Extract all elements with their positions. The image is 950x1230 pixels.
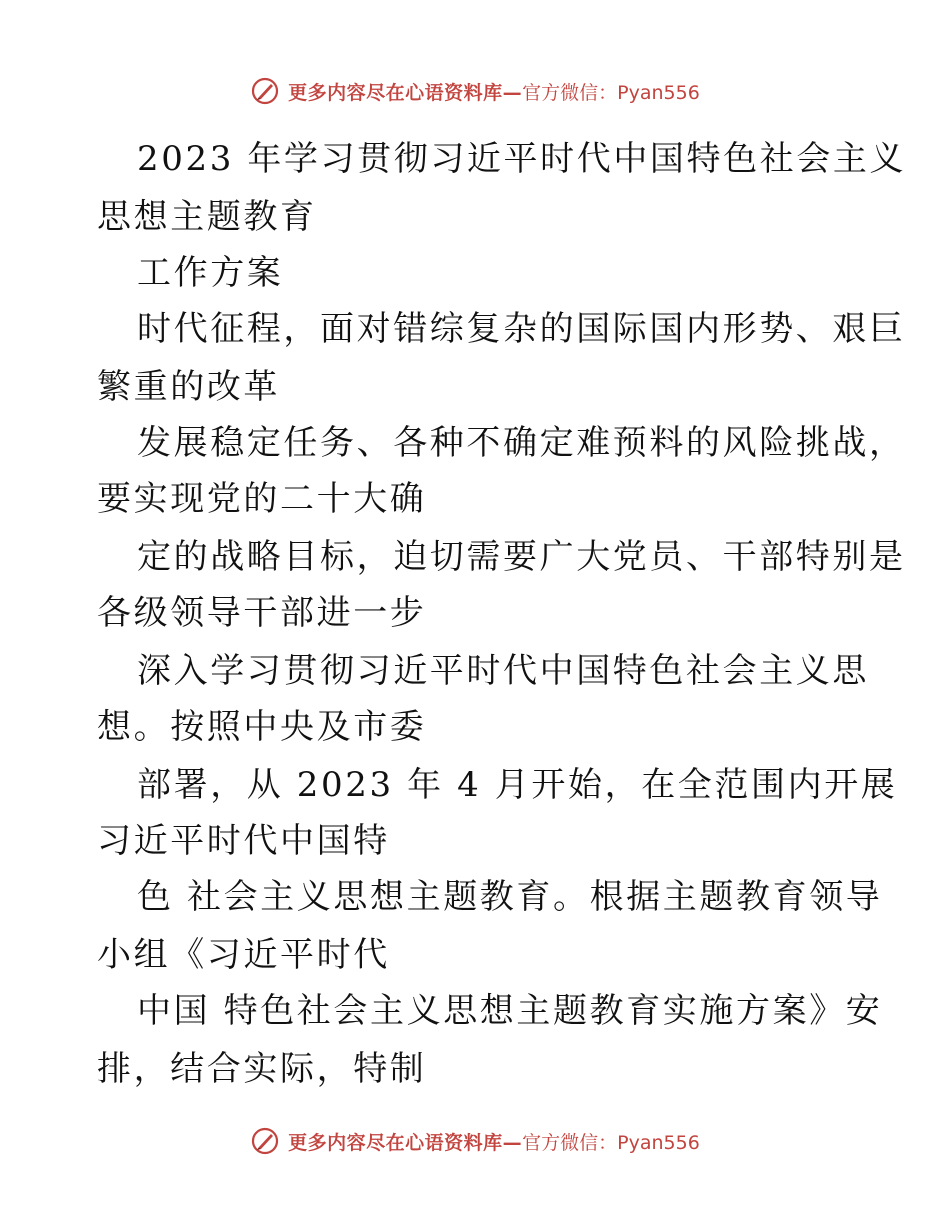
quill-pen-icon <box>250 1126 280 1156</box>
watermark-text: 更多内容尽在心语资料库— <box>288 1131 523 1154</box>
text-line: 时代征程，面对错综复杂的国际国内形势、艰巨 <box>137 309 906 349</box>
text-line: 排，结合实际，特制 <box>97 1049 427 1089</box>
text-line: 发展稳定任务、各种不确定难预料的风险挑战， <box>137 423 906 463</box>
footer-watermark <box>0 1121 950 1161</box>
text-line: 2023 年学习贯彻习近平时代中国特色社会主义 <box>137 139 907 179</box>
text-line: 小组《习近平时代 <box>97 935 390 975</box>
text-line: 深入学习贯彻习近平时代中国特色社会主义思 <box>137 651 869 691</box>
header-watermark <box>0 71 950 111</box>
text-line: 工作方案 <box>137 253 284 293</box>
text-line: 要实现党的二十大确 <box>97 479 427 519</box>
watermark-wechat: 官方微信：Pyan556 <box>522 81 700 104</box>
text-line: 想。按照中央及市委 <box>97 707 427 747</box>
watermark-text: 更多内容尽在心语资料库— <box>288 81 523 104</box>
text-line: 中国 特色社会主义思想主题教育实施方案》安 <box>137 991 883 1031</box>
quill-pen-icon <box>250 76 280 106</box>
text-line: 各级领导干部进一步 <box>97 593 427 633</box>
text-line: 部署，从 2023 年 4 月开始，在全范围内开展 <box>137 765 898 805</box>
text-line: 色 社会主义思想主题教育。根据主题教育领导 <box>137 877 883 917</box>
text-line: 习近平时代中国特 <box>97 821 390 861</box>
watermark-wechat: 官方微信：Pyan556 <box>522 1131 700 1154</box>
text-line: 定的战略目标，迫切需要广大党员、干部特别是 <box>137 537 906 577</box>
text-line: 思想主题教育 <box>97 197 317 237</box>
text-line: 繁重的改革 <box>97 367 280 407</box>
